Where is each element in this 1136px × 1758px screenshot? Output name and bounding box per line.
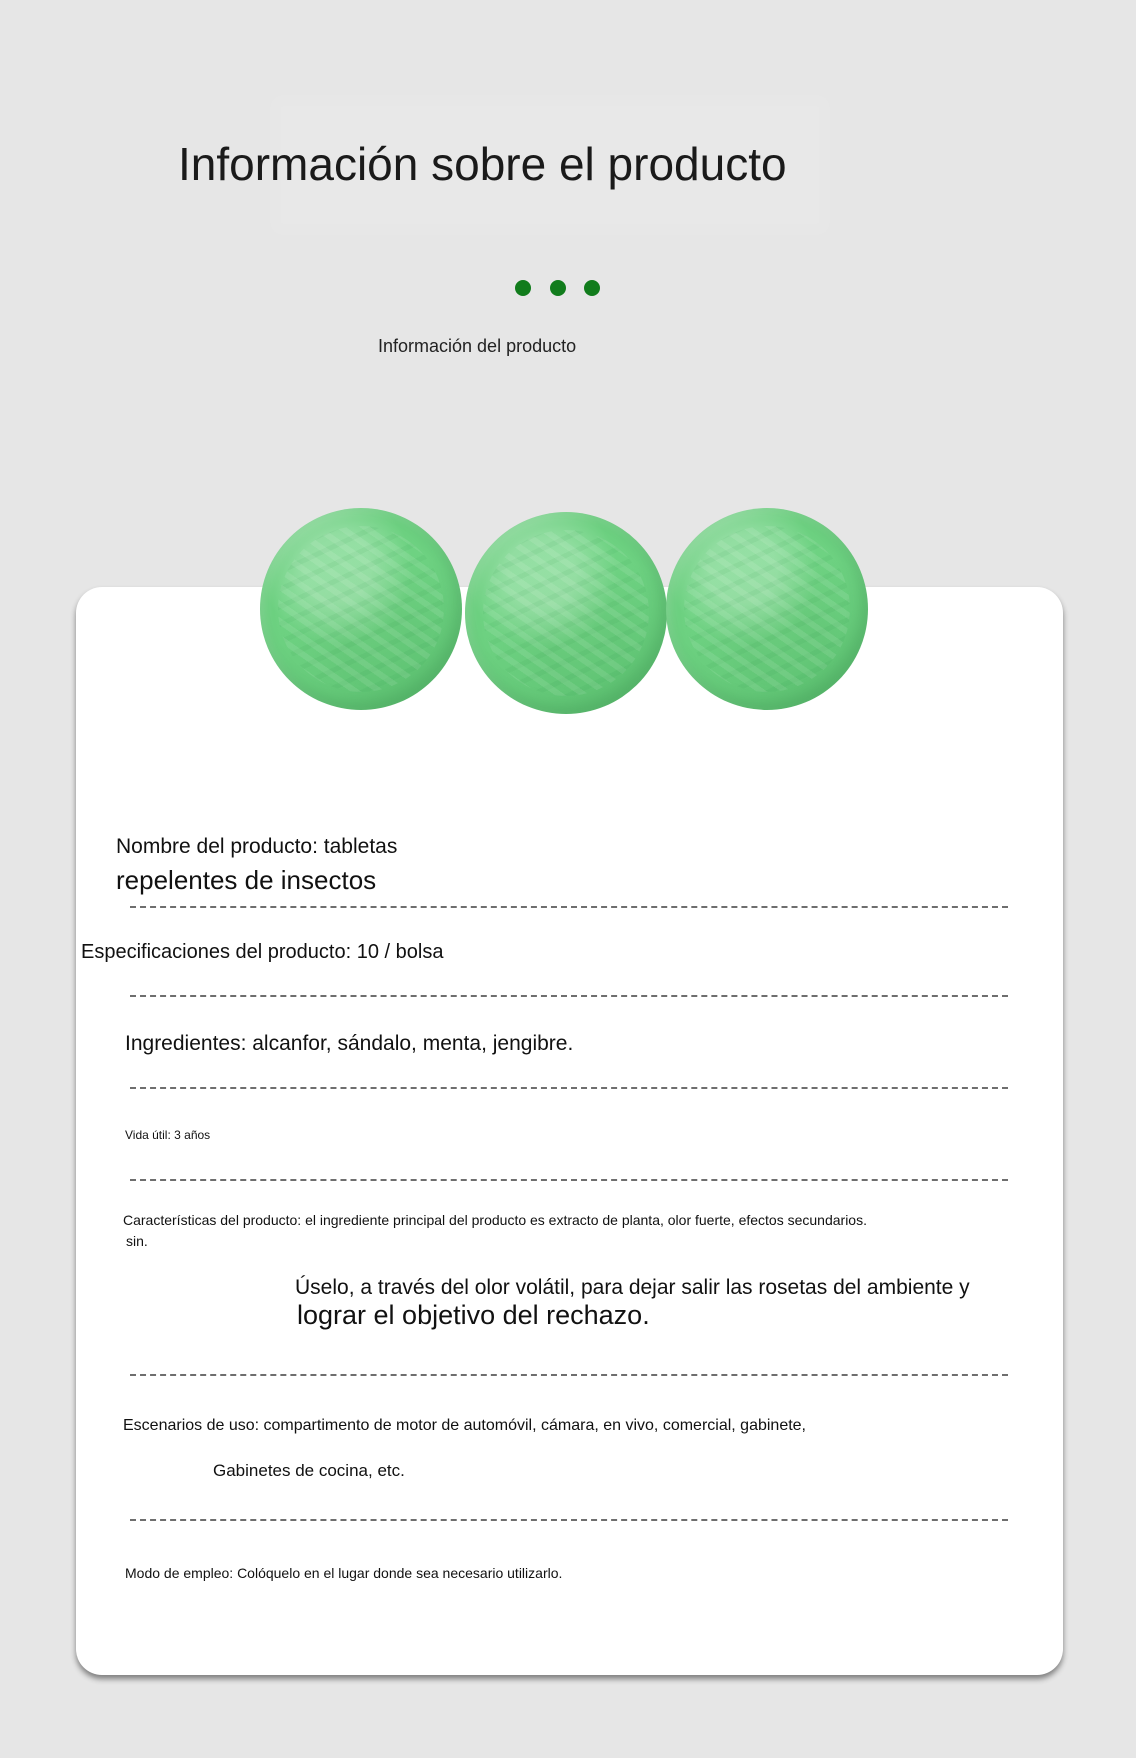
tablet-image-1	[260, 508, 462, 710]
divider-6	[130, 1519, 1008, 1521]
dot-2	[550, 280, 566, 296]
tablet-image-2	[465, 512, 667, 714]
page-title: Información sobre el producto	[178, 138, 787, 190]
tablet-image-3	[666, 508, 868, 710]
product-mode-of-use: Modo de empleo: Colóquelo en el lugar donde sea necesario utilizarlo.	[125, 1565, 563, 1581]
divider-1	[130, 906, 1008, 908]
product-ingredients: Ingredientes: alcanfor, sándalo, menta, jengibre.	[125, 1032, 574, 1055]
product-specifications: Especificaciones del producto: 10 / bolsa	[81, 941, 444, 963]
product-features-line-2: sin.	[126, 1233, 148, 1249]
product-name-line-1: Nombre del producto: tabletas	[116, 835, 398, 858]
product-features-line-1: Características del producto: el ingrediente principal del producto es extracto de planta, olor fuerte, efectos secundarios.	[123, 1212, 867, 1228]
divider-2	[130, 995, 1008, 997]
product-usage-line-1: Úselo, a través del olor volátil, para dejar salir las rosetas del ambiente y	[295, 1276, 970, 1299]
product-scenarios-line-1: Escenarios de uso: compartimento de motor de automóvil, cámara, en vivo, comercial, gabinete,	[123, 1417, 806, 1434]
product-info-card	[76, 587, 1063, 1675]
page-subtitle: Información del producto	[378, 336, 577, 356]
divider-4	[130, 1179, 1008, 1181]
dot-1	[515, 280, 531, 296]
product-shelf-life: Vida útil: 3 años	[125, 1128, 211, 1142]
divider-3	[130, 1087, 1008, 1089]
divider-5	[130, 1374, 1008, 1376]
product-usage-line-2: lograr el objetivo del rechazo.	[297, 1300, 650, 1330]
product-scenarios-line-2: Gabinetes de cocina, etc.	[213, 1461, 405, 1480]
dot-3	[584, 280, 600, 296]
decorative-dots	[515, 280, 595, 296]
product-name-line-2: repelentes de insectos	[116, 865, 377, 895]
